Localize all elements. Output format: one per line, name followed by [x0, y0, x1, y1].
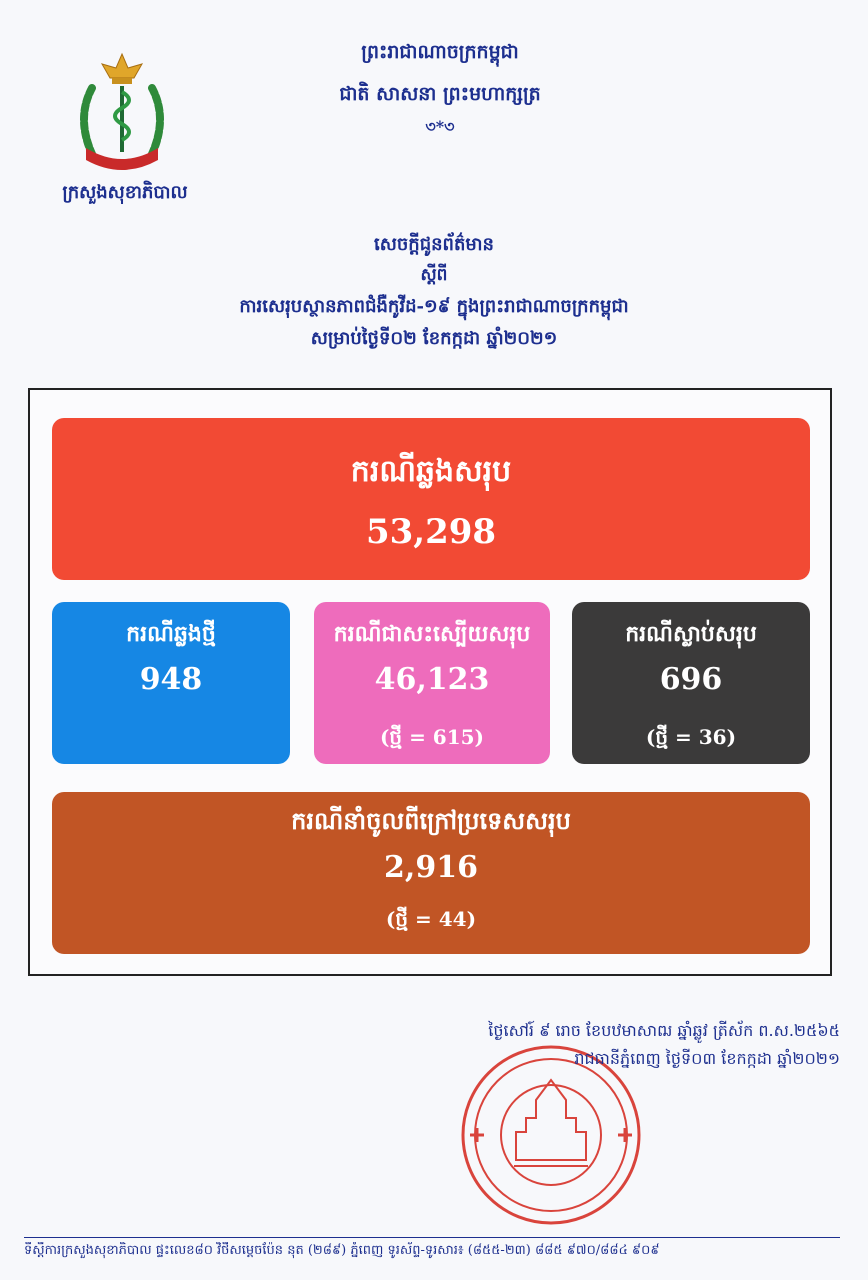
kingdom-title: ព្រះរាជាណាចក្រកម្ពុជា [361, 41, 519, 63]
recovered-new-value: (ថ្មី = 615) [379, 725, 485, 749]
recovered-value: 46,123 [374, 662, 490, 697]
statistics-panel [28, 388, 832, 976]
ministry-emblem-icon [62, 48, 182, 178]
imported-new-value: (ថ្មី = 44) [385, 907, 477, 931]
new-cases-value: 948 [139, 662, 203, 697]
recovered-label: ករណីជាសះស្បើយសរុប [333, 621, 531, 647]
total-cases-card [52, 418, 810, 580]
total-cases-label: ករណីឆ្លងសរុប [350, 454, 512, 489]
national-motto: ជាតិ សាសនា ព្រះមហាក្សត្រ [339, 83, 541, 105]
deaths-card [572, 602, 810, 764]
report-date-heading: សម្រាប់ថ្ងៃទី០២ ខែកក្កដា ឆ្នាំ២០២១ [310, 328, 558, 349]
footer-address: ទីស្តីការក្រសួងសុខាភិបាល ផ្ទះលេខ៨០ វិថីសម្តេចប៉ែន នុត (២៨៩) ភ្នំពេញ ទូរស័ព្ទ-ទូរសារ៖ (៨៥៥-២៣) ៨៨៥ ៩៧០/៨៨៤ ៩០៩ [24, 1243, 660, 1258]
imported-cases-label: ករណីនាំចូលពីក្រៅប្រទេសសរុប [291, 806, 571, 835]
subject-label: ស្តីពី [420, 265, 448, 285]
lunar-date: ថ្ងៃសៅរ៍ ៩ រោច ខែបឋមាសាឍ ឆ្នាំឆ្លូវ ត្រីស័ក ព.ស.២៥៦៥ [488, 1021, 840, 1040]
deaths-label: ករណីស្លាប់សរុប [625, 621, 757, 647]
total-cases-value: 53,298 [365, 512, 497, 552]
new-cases-card [52, 602, 290, 764]
recovered-card [314, 602, 550, 764]
motto-ornament: ৩*৩ [425, 117, 455, 136]
footer-divider [24, 1237, 840, 1238]
deaths-new-value: (ថ្មី = 36) [645, 725, 737, 749]
solar-date: រាជធានីភ្នំពេញ ថ្ងៃទី០៣ ខែកក្កដា ឆ្នាំ២០២១ [574, 1049, 840, 1068]
imported-cases-value: 2,916 [384, 850, 478, 885]
imported-cases-card [52, 792, 810, 954]
press-release-title: សេចក្តីជូនព័ត៌មាន [374, 234, 494, 255]
deaths-value: 696 [659, 662, 723, 697]
ministry-name: ក្រសួងសុខាភិបាល [62, 182, 188, 203]
subject-heading: ការសេរុបស្ថានភាពជំងឺកូវីដ-១៩ ក្នុងព្រះរាជាណាចក្រកម្ពុជា [239, 296, 629, 317]
new-cases-label: ករណីឆ្លងថ្មី [126, 621, 216, 647]
